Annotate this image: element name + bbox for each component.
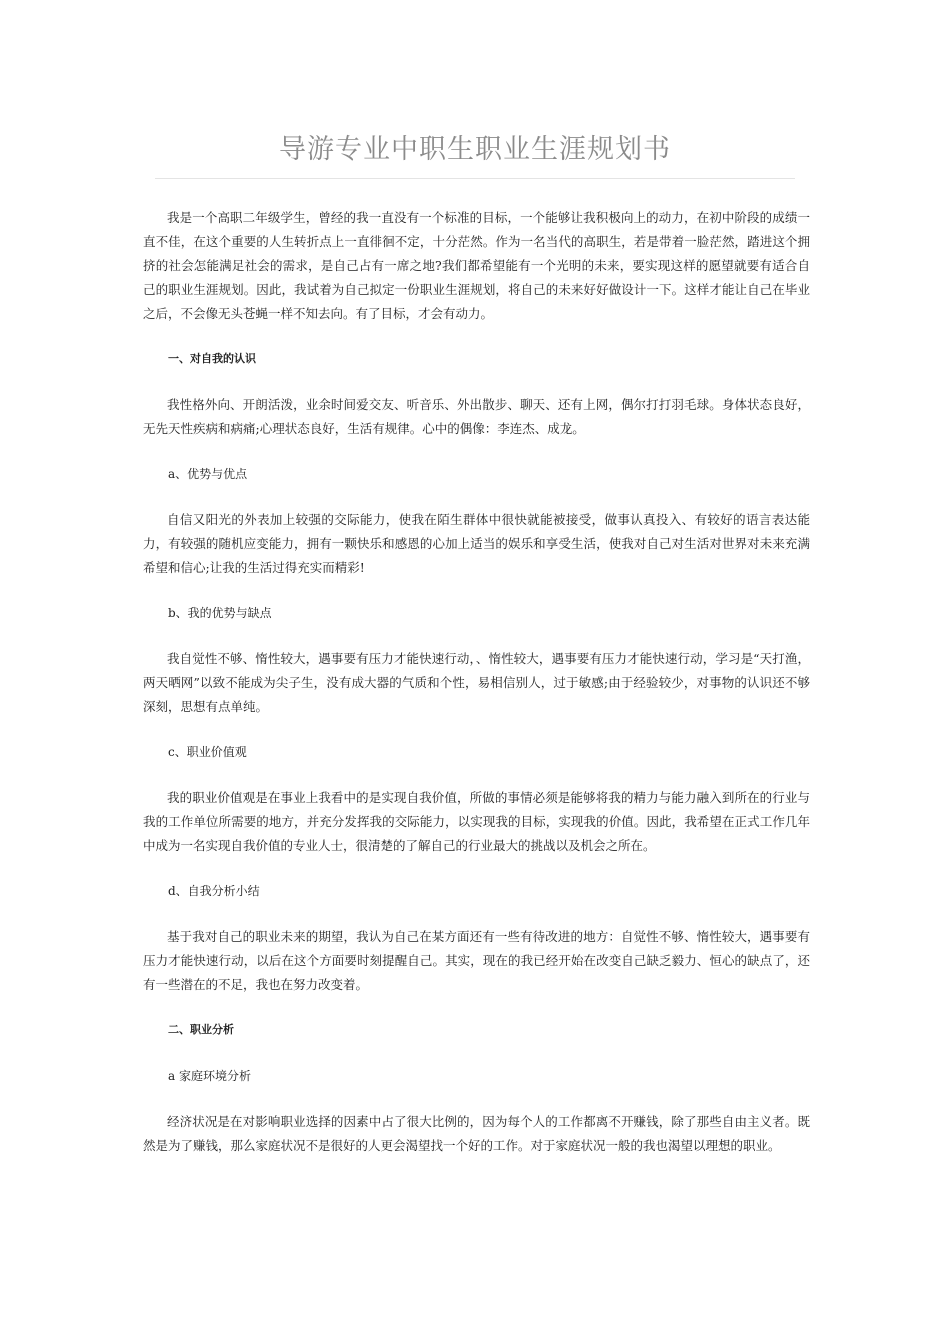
weaknesses-paragraph: 我自觉性不够、惰性较大，遇事要有压力才能快速行动，、惰性较大，遇事要有压力才能快速行动，学习是“天打渔，两天晒网”以致不能成为尖子生，没有成大器的气质和个性，易相信别人，过于敏感;由于经验较少，对事物的认识还不够深刻，思想有点单纯。 — [143, 651, 810, 714]
intro-paragraph: 我是一个高职二年级学生，曾经的我一直没有一个标准的目标，一个能够让我积极向上的动力，在初中阶段的成绩一直不佳，在这个重要的人生转折点上一直徘徊不定，十分茫然。作为一名当代的高职生，若是带着一脸茫然，踏进这个拥挤的社会怎能满足社会的需求，是自己占有一席之地?我们都希望能有一个光明的未来，要实现这样的愿望就要有适合自己的职业生涯规划。因此，我试着为自己拟定一份职业生涯规划，将自己的未来好好做设计一下。这样才能让自己在毕业之后，不会像无头苍蝇一样不知去向。有了目标，才会有动力。 — [143, 210, 810, 321]
family-environment-paragraph: 经济状况是在对影响职业选择的因素中占了很大比例的，因为每个人的工作都离不开赚钱，除了那些自由主义者。既然是为了赚钱，那么家庭状况不是很好的人更会渴望找一个好的工作。对于家庭状况一般的我也渴望以理想的职业。 — [143, 1114, 810, 1153]
subheading-strengths-weaknesses: b、我的优势与缺点 — [168, 606, 272, 620]
document-body — [143, 206, 810, 1179]
subheading-family-environment: a 家庭环境分析 — [168, 1069, 251, 1083]
strengths-paragraph: 自信又阳光的外表加上较强的交际能力，使我在陌生群体中很快就能被接受，做事认真投入、有较好的语言表达能力，有较强的随机应变能力，拥有一颗快乐和感恩的心加上适当的娱乐和享受生活，使我对自己对生活对世界对未来充满希望和信心;让我的生活过得充实而精彩! — [143, 512, 810, 575]
document-title: 导游专业中职生职业生涯规划书 — [279, 134, 671, 165]
subheading-career-values: c、职业价值观 — [168, 745, 247, 759]
section-heading-self-awareness: 一、对自我的认识 — [168, 352, 256, 365]
subheading-self-analysis-summary: d、自我分析小结 — [168, 884, 260, 898]
subheading-strengths: a、优势与优点 — [168, 467, 248, 481]
career-values-paragraph: 我的职业价值观是在事业上我看中的是实现自我价值，所做的事情必须是能够将我的精力与能力融入到所在的行业与我的工作单位所需要的地方，并充分发挥我的交际能力，以实现我的目标，实现我的价值。因此，我希望在正式工作几年中成为一名实现自我价值的专业人士，很清楚的了解自己的行业最大的挑战以及机会之所在。 — [143, 790, 810, 853]
section-heading-career-analysis: 二、职业分析 — [168, 1023, 234, 1036]
title-divider — [155, 178, 795, 179]
self-analysis-summary-paragraph: 基于我对自己的职业未来的期望，我认为自己在某方面还有一些有待改进的地方：自觉性不够、惰性较大，遇事要有压力才能快速行动，以后在这个方面要时刻提醒自己。其实，现在的我已经开始在改变自己缺乏毅力、恒心的缺点了，还有一些潜在的不足，我也在努力改变着。 — [143, 929, 810, 992]
self-awareness-paragraph: 我性格外向、开朗活泼，业余时间爱交友、听音乐、外出散步、聊天、还有上网，偶尔打打羽毛球。身体状态良好，无先天性疾病和病痛;心理状态良好，生活有规律。心中的偶像：李连杰、成龙。 — [143, 397, 810, 436]
